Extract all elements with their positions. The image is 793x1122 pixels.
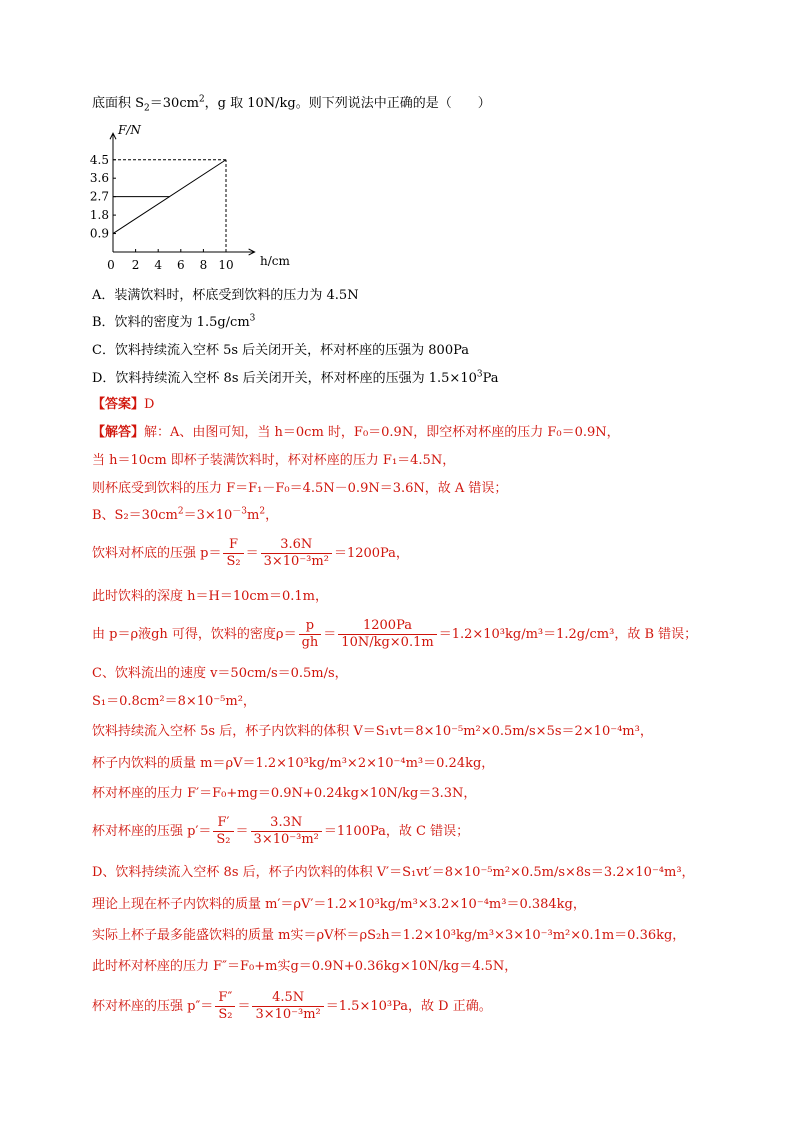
answer-label: 【答案】 (92, 397, 145, 412)
solution-line-16: 实际上杯子最多能盛饮料的质量 m实＝ρV杯＝ρS₂h＝1.2×10³kg/m³×3×10⁻³m²×0.1m＝0.36kg， (92, 928, 686, 943)
solution-line-1 (92, 424, 620, 442)
answer-value: D (144, 397, 155, 412)
frac-den: S₂ (216, 832, 231, 847)
stem-text-b: ＝30cm (149, 96, 199, 111)
fraction-p (223, 537, 243, 570)
solution-line-17: 此时杯对杯座的压力 F″＝F₀+m实g＝0.9N+0.36kg×10N/kg＝4.5N， (92, 959, 518, 974)
solution-line-10: 饮料持续流入空杯 5s 后，杯子内饮料的体积 V＝S₁vt＝8×10⁻⁵m²×0.5m/s×5s＝2×10⁻⁴m³， (92, 724, 653, 739)
option-a: A．装满饮料时，杯底受到饮料的压力为 4.5N (92, 288, 359, 303)
fraction-p-double-prime (215, 990, 235, 1023)
solution-line-14: D、饮料持续流入空杯 8s 后，杯子内饮料的体积 V′＝S₁vt′＝8×10⁻⁵m²×0.5m/s×8s＝3.2×10⁻⁴m³， (92, 865, 695, 880)
stem-text-c: ，g 取 10N/kg。则下列说法中正确的是（ ） (204, 96, 491, 111)
frac-num: 4.5N (252, 990, 323, 1007)
solution-line-9: S₁＝0.8cm²＝8×10⁻⁵m²， (92, 694, 256, 709)
s4c: m (247, 508, 260, 523)
x-axis-label: h/cm (260, 254, 290, 268)
x-tick-label: 2 (131, 258, 140, 272)
frac-num: F (223, 537, 243, 554)
fraction-p-double-prime-value (252, 990, 323, 1023)
frac-den: 3×10⁻³m² (263, 554, 329, 569)
stem-sub: 2 (144, 103, 150, 114)
s7eq: ＝ (323, 627, 337, 642)
y-tick-label: 1.8 (89, 208, 109, 223)
solution-line-4 (92, 507, 278, 525)
y-tick-labels (90, 153, 116, 241)
graph-axes (113, 133, 255, 252)
y-tick-label: 0.9 (89, 226, 109, 241)
option-b (92, 314, 255, 332)
fraction-p-prime (213, 815, 233, 848)
frac-den: 10N/kg×0.1m (341, 635, 434, 650)
s4d: ， (265, 508, 279, 523)
s5eq: ＝ (245, 546, 259, 561)
solution-line-18 (92, 990, 492, 1023)
x-tick-label: 8 (199, 258, 208, 272)
frac-num: 3.3N (251, 815, 322, 832)
s7b: ＝1.2×10³kg/m³＝1.2g/cm³，故 B 错误； (438, 627, 698, 642)
option-d-sup: 3 (476, 369, 483, 380)
option-b-sup: 3 (249, 313, 256, 324)
stem-sup: 2 (198, 94, 205, 105)
solution-line-8: C、饮料流出的速度 v＝50cm/s＝0.5m/s， (92, 666, 348, 681)
frac-den: 3×10⁻³m² (255, 1007, 321, 1022)
s4a: B、S₂＝30cm (92, 508, 178, 523)
frac-num: 3.6N (261, 537, 332, 554)
force-depth-graph (89, 118, 312, 278)
frac-den: 3×10⁻³m² (253, 832, 319, 847)
s5a: 饮料对杯底的压强 p＝ (92, 546, 222, 561)
option-d (92, 370, 499, 388)
s5b: ＝1200Pa， (333, 546, 409, 561)
s7a: 由 p＝ρ液gh 可得，饮料的密度ρ＝ (92, 627, 297, 642)
fraction-p-prime-value (251, 815, 322, 848)
s4sup2: －3 (232, 506, 248, 517)
frac-den: S₂ (226, 554, 241, 569)
option-b-text: B．饮料的密度为 1.5g/cm (92, 315, 250, 330)
solution-line-5 (92, 537, 409, 570)
x-tick-label: 6 (176, 258, 185, 272)
option-c: C．饮料持续流入空杯 5s 后关闭开关，杯对杯座的压强为 800Pa (92, 343, 470, 358)
option-d-text: D．饮料持续流入空杯 8s 后关闭开关，杯对杯座的压强为 1.5×10 (92, 371, 477, 386)
s18a: 杯对杯座的压强 p″＝ (92, 999, 214, 1014)
y-tick-label: 2.7 (89, 189, 109, 204)
solution-line-3: 则杯底受到饮料的压力 F＝F₁－F₀＝4.5N－0.9N＝3.6N，故 A 错误； (92, 481, 508, 496)
question-stem (92, 95, 491, 113)
fraction-rho-value (338, 618, 436, 651)
s13eq: ＝ (235, 824, 249, 839)
s18eq: ＝ (237, 999, 251, 1014)
stem-text-a: 底面积 S (92, 96, 145, 111)
x-tick-label: 10 (218, 258, 234, 272)
frac-den: S₂ (218, 1007, 233, 1022)
fraction-p-value (261, 537, 332, 570)
y-axis-label: F/N (118, 123, 141, 137)
frac-num: F′ (213, 815, 233, 832)
s4sup3: 2 (259, 506, 266, 517)
option-d-unit: Pa (482, 371, 499, 386)
fraction-rho (299, 618, 322, 651)
s13a: 杯对杯座的压强 p′＝ (92, 824, 212, 839)
x-tick-label: 4 (154, 258, 163, 272)
solution-label: 【解答】 (92, 425, 145, 440)
solution-line-6: 此时饮料的深度 h＝H＝10cm＝0.1m， (92, 589, 328, 604)
s18b: ＝1.5×10³Pa，故 D 正确。 (325, 999, 492, 1014)
solution-line-2: 当 h＝10cm 即杯子装满饮料时，杯对杯座的压力 F₁＝4.5N， (92, 453, 456, 468)
x-tick-label: 0 (107, 258, 115, 272)
solution-line-7 (92, 618, 697, 651)
y-tick-label: 3.6 (89, 171, 109, 186)
solution-text-1: 解：A、由图可知，当 h＝0cm 时，F₀＝0.9N，即空杯对杯座的压力 F₀＝0.9N， (144, 425, 620, 440)
frac-num: 1200Pa (338, 618, 436, 635)
solution-line-15: 理论上现在杯子内饮料的质量 m′＝ρV′＝1.2×10³kg/m³×3.2×10⁻⁴m³＝0.384kg， (92, 897, 586, 912)
frac-num: p (299, 618, 322, 635)
graph-guides (113, 160, 226, 252)
frac-num: F″ (215, 990, 235, 1007)
solution-line-12: 杯对杯座的压力 F′＝F₀+mg＝0.9N+0.24kg×10N/kg＝3.3N， (92, 786, 477, 801)
s4b: ＝3×10 (183, 508, 233, 523)
solution-line-13 (92, 815, 469, 848)
frac-den: gh (301, 635, 319, 650)
y-tick-label: 4.5 (89, 152, 109, 167)
s4sup1: 2 (177, 506, 184, 517)
solution-line-11: 杯子内饮料的质量 m＝ρV＝1.2×10³kg/m³×2×10⁻⁴m³＝0.24kg， (92, 756, 495, 771)
answer-line (92, 396, 154, 414)
s13b: ＝1100Pa，故 C 错误； (323, 824, 470, 839)
